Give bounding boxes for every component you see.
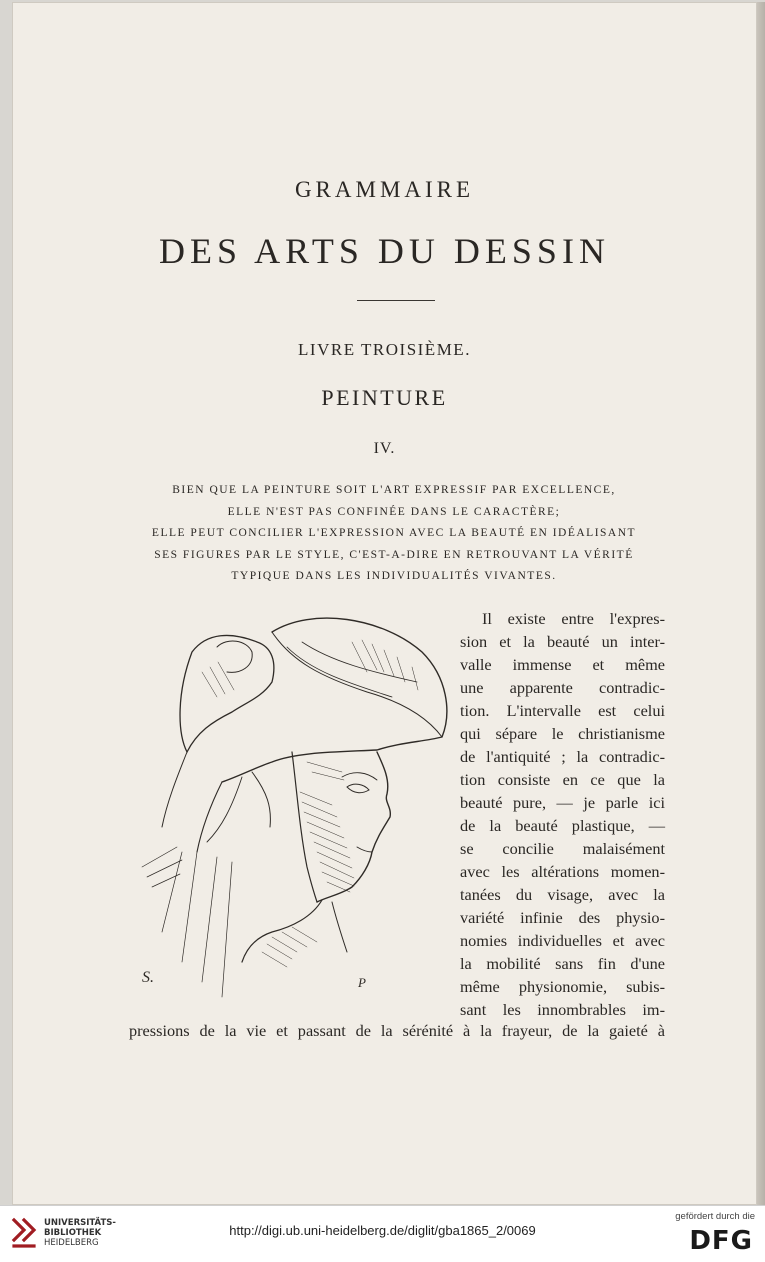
book-title: LIVRE TROISIÈME. — [298, 340, 471, 359]
text-line: la mobilité sans fin d'une — [460, 954, 665, 973]
title-rule — [357, 300, 435, 301]
viewer-footer — [0, 1205, 765, 1262]
text-line: qui sépare le christianisme — [460, 724, 665, 743]
text-line: même physionomie, subis- — [460, 977, 665, 996]
page-edge — [757, 2, 765, 1205]
chapter-summary — [124, 480, 664, 588]
library-name-line: BIBLIOTHEK — [44, 1228, 102, 1238]
chapter-number: IV. — [373, 440, 396, 457]
summary-line: ELLE PEUT CONCILIER L'EXPRESSION AVEC LA BEAUTÉ EN IDÉALISANT — [151, 527, 637, 539]
text-line: Il existe entre l'expres- — [482, 609, 665, 628]
text-line: valle immense et même — [460, 655, 665, 674]
text-line: avec les altérations momen- — [460, 862, 665, 881]
text-line: une apparente contradic- — [460, 678, 665, 697]
text-line: tion. L'intervalle est celui — [460, 701, 665, 720]
signature-right: P — [358, 975, 366, 990]
body-text-column — [460, 607, 665, 1021]
text-line: sant les innombrables im- — [460, 1000, 665, 1019]
text-line: sion et la beauté un inter- — [460, 632, 665, 651]
library-name-line: UNIVERSITÄTS- — [44, 1218, 116, 1228]
text-line: se concilie malaisément — [460, 839, 665, 858]
text-line: nomies individuelles et avec — [460, 931, 665, 950]
section-title: PEINTURE — [321, 385, 448, 410]
permalink-url[interactable]: http://digi.ub.uni-heidelberg.de/diglit/gba1865_2/0069 — [229, 1223, 536, 1238]
summary-line: TYPIQUE DANS LES INDIVIDUALITÉS VIVANTES. — [231, 570, 557, 582]
summary-line: ELLE N'EST PAS CONFINÉE DANS LE CARACTÈRE; — [227, 505, 561, 518]
summary-line: SES FIGURES PAR LE STYLE, C'EST-A-DIRE EN RETROUVANT LA VÉRITÉ — [154, 548, 634, 561]
library-name-line: HEIDELBERG — [44, 1238, 99, 1248]
signature-left: S. — [142, 969, 154, 986]
summary-line: BIEN QUE LA PEINTURE SOIT L'ART EXPRESSIF PAR EXCELLENCE, — [172, 484, 616, 496]
text-line: tanées du visage, avec la — [460, 885, 665, 904]
dfg-caption: gefördert durch die — [675, 1211, 755, 1222]
main-title: DES ARTS DU DESSIN — [159, 231, 610, 271]
dfg-logo-icon[interactable]: DFG — [689, 1226, 753, 1256]
text-line: variété infinie des physio- — [460, 908, 665, 927]
series-title: GRAMMAIRE — [294, 177, 475, 202]
text-line: tion consiste en ce que la — [460, 770, 665, 789]
scanned-page — [12, 2, 757, 1205]
text-line: beauté pure, — je parle ici — [460, 793, 665, 812]
text-line: de l'antiquité ; la contradic- — [460, 747, 665, 766]
text-line: de la beauté plastique, — — [460, 816, 665, 835]
engraving-figure — [122, 602, 457, 1012]
body-last-line: pressions de la vie et passant de la sérénité à la frayeur, de la gaieté à — [129, 1021, 665, 1040]
